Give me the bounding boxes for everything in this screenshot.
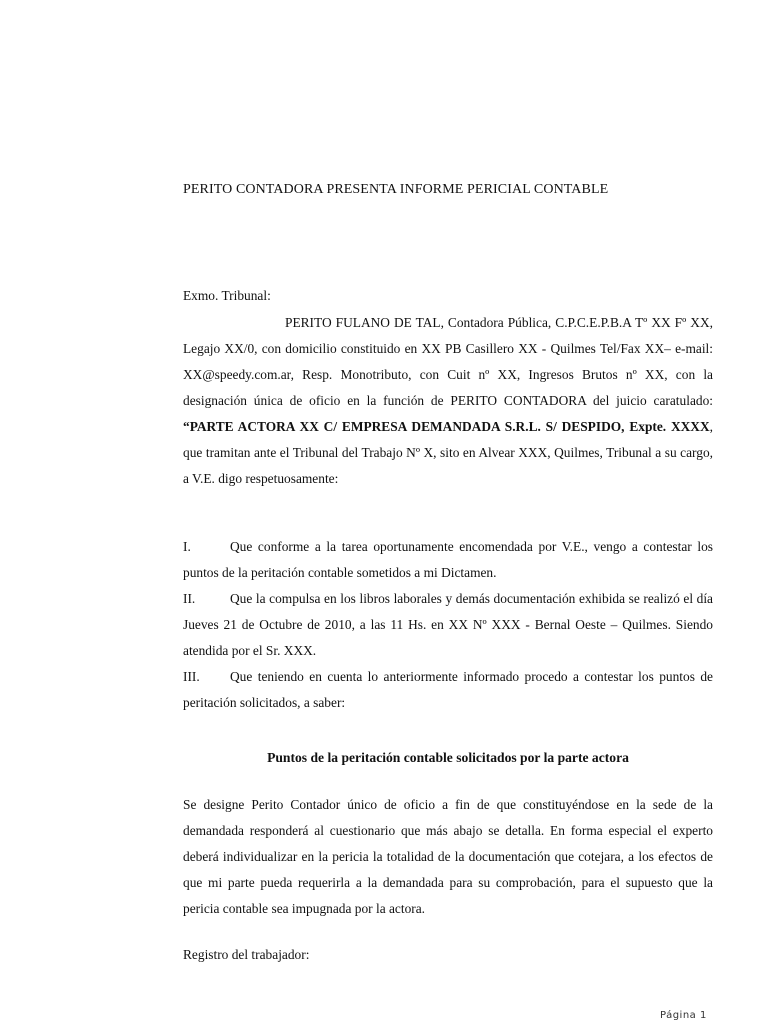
intro-paragraph	[183, 310, 713, 492]
salutation: Exmo. Tribunal:	[183, 288, 271, 303]
list-item	[183, 664, 713, 716]
page-number: Página 1	[660, 1010, 707, 1021]
intro-text-part2: , que tramitan ante el Tribunal del Trabajo Nº X, sito en Alvear XXX, Quilmes, Tribunal a su cargo, a V.E. digo respetuosamente:	[183, 419, 713, 486]
list-item	[183, 586, 713, 664]
item-text: Que la compulsa en los libros laborales y demás documentación exhibida se realizó el día Jueves 21 de Octubre de 2010, a las 11 Hs. en XX Nº XXX - Bernal Oeste – Quilmes. Siendo atendida por el Sr. XXX.	[183, 591, 713, 658]
document-title: PERITO CONTADORA PRESENTA INFORME PERICIAL CONTABLE	[183, 182, 609, 197]
list-item	[183, 534, 713, 586]
numbered-items	[183, 534, 713, 716]
section-paragraph: Se designe Perito Contador único de oficio a fin de que constituyéndose en la sede de la demandada responderá al cuestionario que más abajo se detalla. En forma especial el experto deberá individualizar en la pericia la totalidad de la documentación que cotejara, a los efectos de que mi parte pueda requerirla a la demandada para su comprobación, para el supuesto que la pericia contable sea impugnada por la actora.	[183, 797, 713, 916]
item-number: II.	[183, 591, 196, 606]
item-number: I.	[183, 539, 191, 554]
registro-heading: Registro del trabajador:	[183, 947, 310, 962]
intro-text-part1: PERITO FULANO DE TAL, Contadora Pública, C.P.C.E.P.B.A Tº XX Fº XX, Legajo XX/0, con domicilio constituido en XX PB Casillero XX - Quilmes Tel/Fax XX– e-mail: XX@speedy.com.ar, Resp. Monotributo, con Cuit nº XX, Ingresos Brutos nº XX, con la designación única de oficio en la función de PERITO CONTADORA del juicio caratulado:	[183, 315, 713, 408]
item-text: Que teniendo en cuenta lo anteriormente informado procedo a contestar los puntos de peritación solicitados, a saber:	[183, 669, 713, 710]
case-caption: “PARTE ACTORA XX C/ EMPRESA DEMANDADA S.R.L. S/ DESPIDO, Expte. XXXX	[183, 419, 710, 434]
item-text: Que conforme a la tarea oportunamente encomendada por V.E., vengo a contestar los puntos de la peritación contable sometidos a mi Dictamen.	[183, 539, 713, 580]
item-number: III.	[183, 669, 200, 684]
section-heading: Puntos de la peritación contable solicitados por la parte actora	[267, 750, 629, 765]
